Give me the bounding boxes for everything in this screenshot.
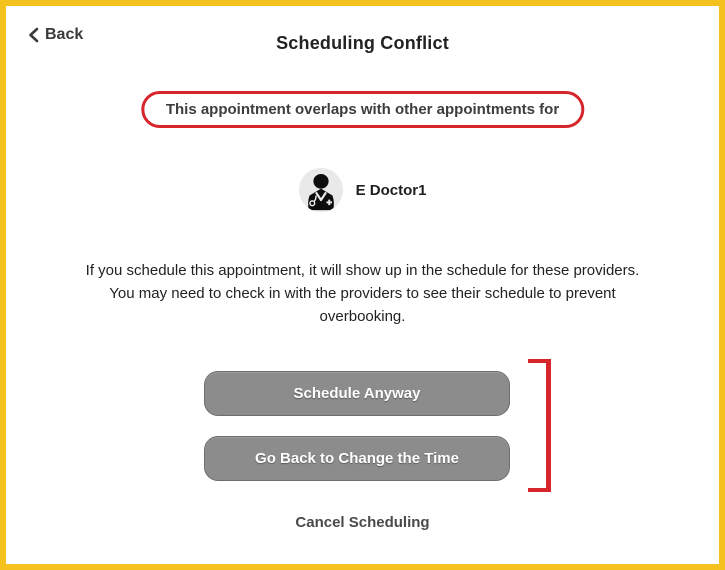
doctor-avatar-icon bbox=[299, 168, 343, 212]
description-line: If you schedule this appointment, it will show up in the schedule for these providers. bbox=[85, 262, 640, 279]
schedule-anyway-button[interactable]: Schedule Anyway bbox=[204, 371, 510, 416]
conflict-alert-message: This appointment overlaps with other appointments for bbox=[141, 91, 584, 128]
go-back-change-time-button[interactable]: Go Back to Change the Time bbox=[204, 436, 510, 481]
description-text bbox=[6, 259, 719, 328]
provider-row bbox=[6, 168, 719, 212]
red-bracket-annotation bbox=[528, 359, 551, 492]
description-line: overbooking. bbox=[319, 308, 406, 325]
provider-name: E Doctor1 bbox=[355, 181, 427, 199]
description-line: You may need to check in with the providers to see their schedule to prevent bbox=[109, 285, 616, 302]
cancel-scheduling-link[interactable]: Cancel Scheduling bbox=[6, 513, 719, 532]
page-title: Scheduling Conflict bbox=[276, 33, 449, 53]
back-label: Back bbox=[45, 26, 84, 43]
